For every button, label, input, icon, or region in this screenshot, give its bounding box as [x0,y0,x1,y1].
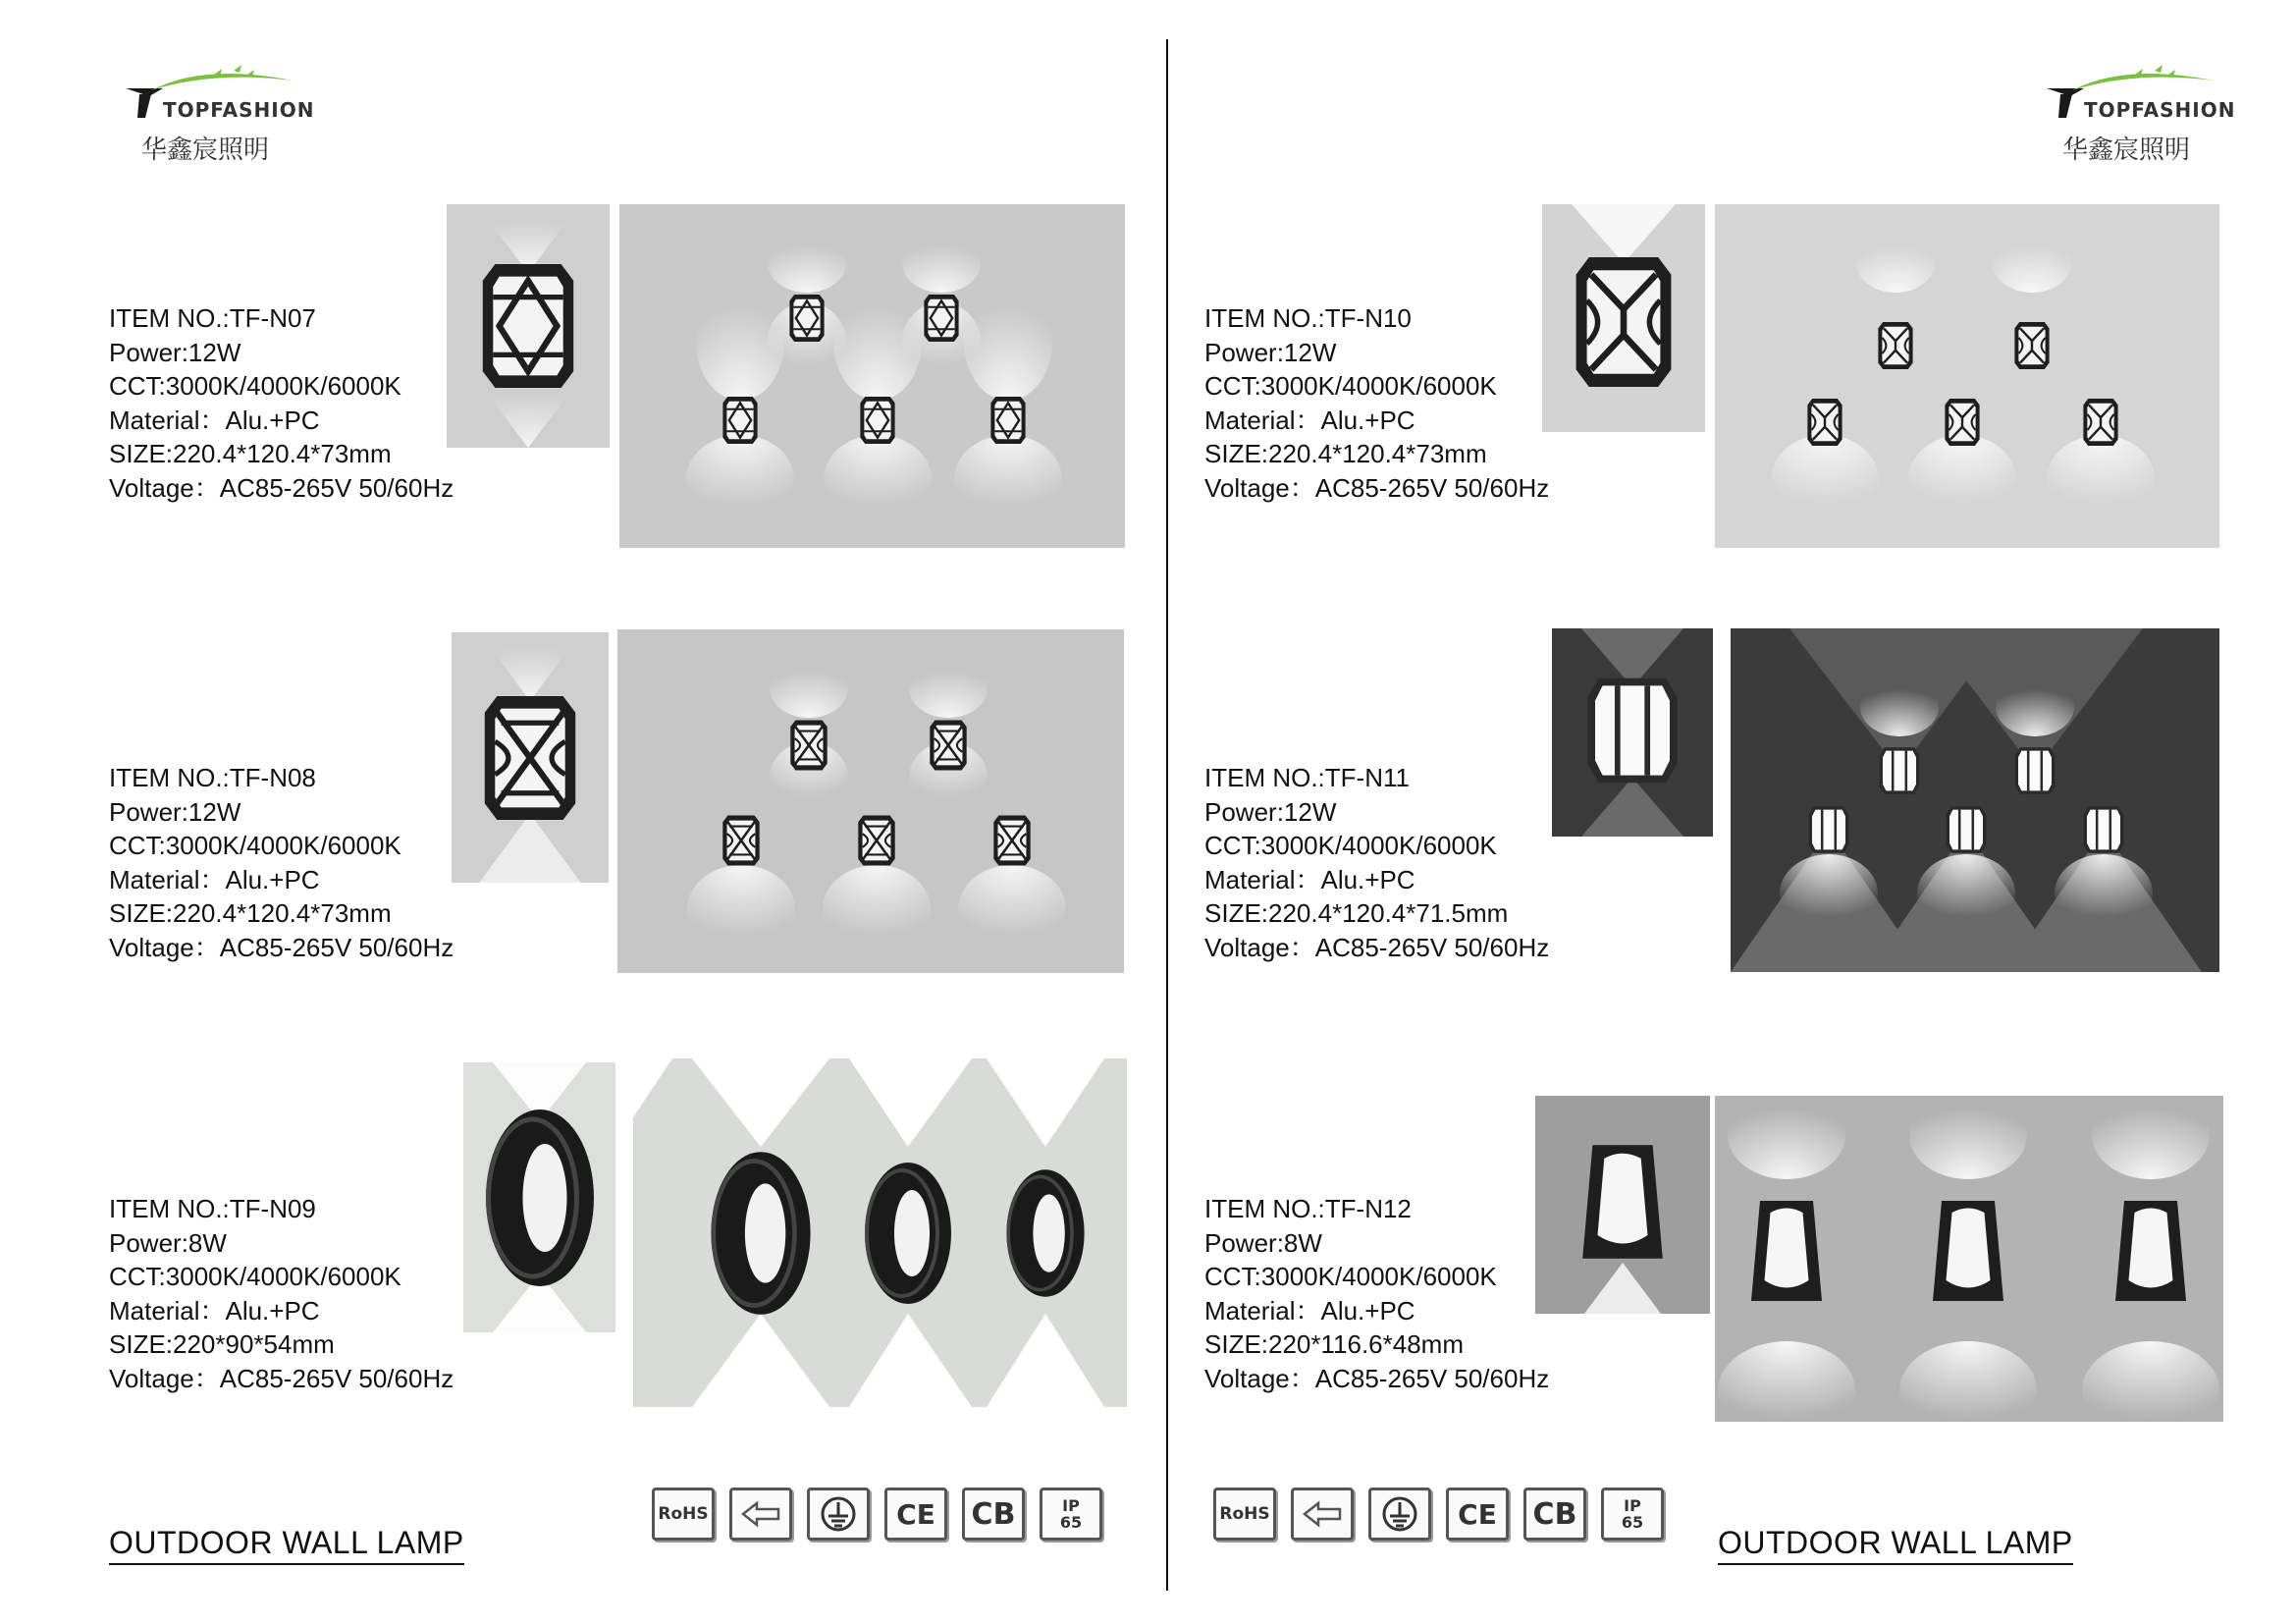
cct: CCT:3000K/4000K/6000K [1204,1262,1497,1291]
page-divider [1166,39,1168,1591]
product-photo-scene-tf-n07 [619,204,1125,548]
product-photo-single-tf-n09 [463,1062,615,1332]
product-specs-tf-n08 [109,761,454,964]
voltage: Voltage：AC85-265V 50/60Hz [1204,932,1550,962]
size: SIZE:220.4*120.4*71.5mm [1204,898,1509,928]
product-photo-scene-tf-n09 [633,1058,1127,1407]
voltage: Voltage：AC85-265V 50/60Hz [109,472,454,503]
class-ii-icon [1291,1488,1354,1541]
ce-badge: CE [884,1488,947,1541]
product-photo-scene-tf-n08 [617,629,1124,973]
item-number: ITEM NO.:TF-N09 [109,1194,316,1223]
brand-chinese-name: 华鑫宸照明 [2062,135,2191,165]
power: Power:12W [109,796,241,827]
voltage: Voltage：AC85-265V 50/60Hz [109,932,454,962]
item-number: ITEM NO.:TF-N07 [109,303,316,333]
power: Power:12W [1204,337,1337,367]
earth-ground-icon [807,1488,870,1541]
size: SIZE:220.4*120.4*73mm [109,898,392,928]
rohs-badge: RoHS [1213,1488,1276,1541]
product-photo-scene-tf-n11 [1731,628,2219,972]
product-photo-single-tf-n10 [1542,204,1705,432]
product-photo-single-tf-n12 [1535,1096,1710,1314]
material: Material：Alu.+PC [1204,1295,1415,1326]
cct: CCT:3000K/4000K/6000K [109,1262,401,1291]
size: SIZE:220*116.6*48mm [1204,1329,1464,1359]
size: SIZE:220.4*120.4*73mm [1204,439,1487,468]
power: Power:8W [109,1227,227,1258]
material: Material：Alu.+PC [109,405,320,435]
product-photo-single-tf-n08 [452,632,609,883]
size: SIZE:220.4*120.4*73mm [109,439,392,468]
class-ii-icon [729,1488,792,1541]
voltage: Voltage：AC85-265V 50/60Hz [109,1363,454,1393]
footer-title-left: OUTDOOR WALL LAMP [109,1525,464,1565]
cct: CCT:3000K/4000K/6000K [109,371,401,401]
cb-badge: CB [962,1488,1025,1541]
material: Material：Alu.+PC [1204,405,1415,435]
cct: CCT:3000K/4000K/6000K [1204,371,1497,401]
ce-badge: CE [1446,1488,1509,1541]
product-specs-tf-n07 [109,301,454,505]
product-specs-tf-n12 [1204,1192,1549,1395]
material: Material：Alu.+PC [1204,864,1415,894]
brand-logo-right [2047,61,2243,169]
cb-badge: CB [1523,1488,1586,1541]
cct: CCT:3000K/4000K/6000K [109,831,401,860]
product-photo-scene-tf-n10 [1715,204,2219,548]
brand-wordmark: TOPFASHION [2084,98,2236,122]
material: Material：Alu.+PC [109,864,320,894]
cct: CCT:3000K/4000K/6000K [1204,831,1497,860]
power: Power:8W [1204,1227,1322,1258]
certification-badges-left [652,1488,1102,1541]
product-photo-single-tf-n11 [1552,628,1713,837]
voltage: Voltage：AC85-265V 50/60Hz [1204,1363,1550,1393]
rohs-badge: RoHS [652,1488,715,1541]
item-number: ITEM NO.:TF-N10 [1204,303,1412,333]
product-photo-scene-tf-n12 [1715,1096,2223,1422]
ip65-badge: IP 65 [1040,1488,1102,1541]
power: Power:12W [1204,796,1337,827]
power: Power:12W [109,337,241,367]
item-number: ITEM NO.:TF-N11 [1204,763,1410,792]
item-number: ITEM NO.:TF-N08 [109,763,316,792]
ip65-badge: IP 65 [1601,1488,1664,1541]
brand-logo-left [126,61,322,169]
product-specs-tf-n11 [1204,761,1549,964]
item-number: ITEM NO.:TF-N12 [1204,1194,1412,1223]
brand-chinese-name: 华鑫宸照明 [141,135,270,165]
certification-badges-right [1213,1488,1664,1541]
product-specs-tf-n10 [1204,301,1549,505]
voltage: Voltage：AC85-265V 50/60Hz [1204,472,1550,503]
product-photo-single-tf-n07 [447,204,610,448]
brand-wordmark: TOPFASHION [163,98,315,122]
material: Material：Alu.+PC [109,1295,320,1326]
product-specs-tf-n09 [109,1192,454,1395]
size: SIZE:220*90*54mm [109,1329,335,1359]
earth-ground-icon [1368,1488,1431,1541]
footer-title-right: OUTDOOR WALL LAMP [1718,1525,2073,1565]
